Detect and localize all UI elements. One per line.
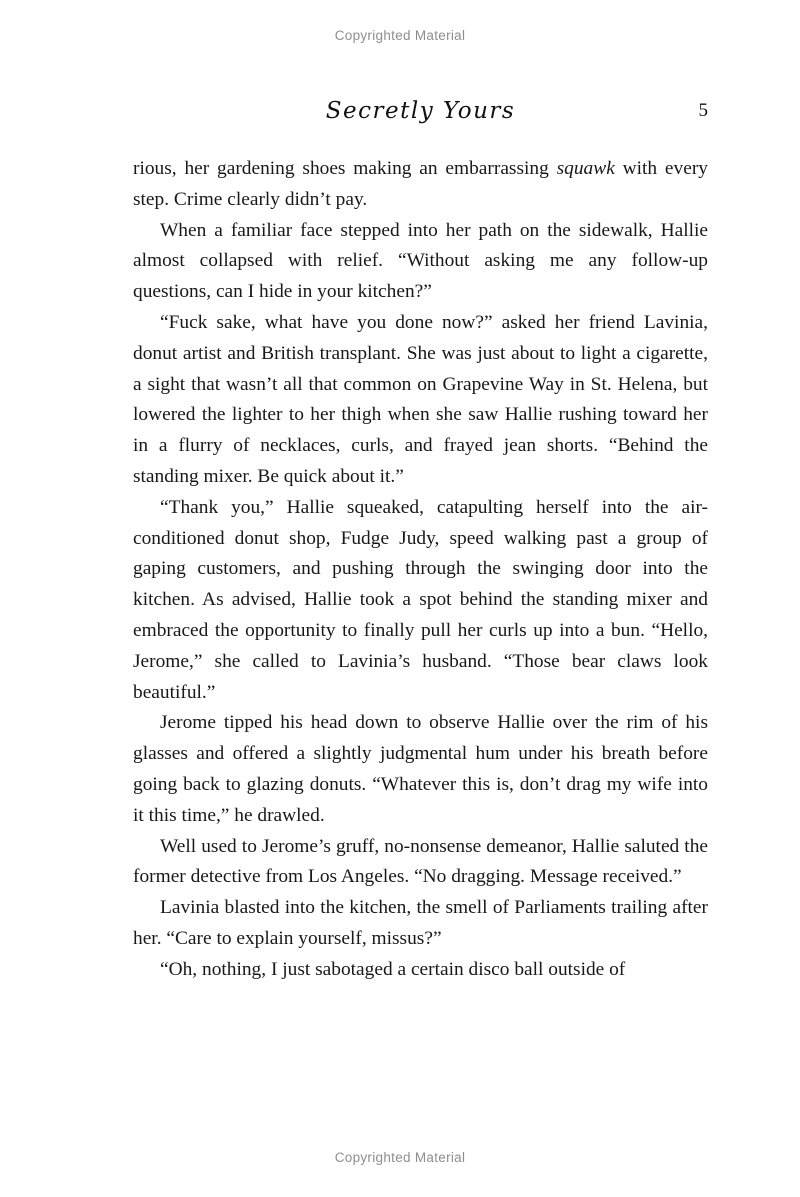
paragraph [133,216,708,308]
paragraph [133,893,708,955]
text-run: “Oh, nothing, I just sabotaged a certain disco ball outside of [160,958,626,980]
text-run: rious, her gardening shoes making an embarrassing [133,158,557,179]
page-number: 5 [698,100,708,121]
text-run: Lavinia blasted into the kitchen, the smell of Parliaments trailing after her. “Care to explain yourself, missus?” [133,897,708,949]
paragraph [133,154,708,216]
text-run: When a familiar face stepped into her path on the sidewalk, Hallie almost collapsed with relief. “Without asking me any follow-up questions, can I hide in your kitchen?” [133,219,708,303]
paragraph [133,832,708,894]
page-content [133,96,708,986]
text-run: Jerome tipped his head down to observe Hallie over the rim of his glasses and offered a slightly judgmental hum under his breath before going back to glazing donuts. “Whatever this is, don’t drag my wife into it this time,” he drawled. [133,712,708,826]
text-run: Well used to Jerome’s gruff, no-nonsense demeanor, Hallie saluted the former detective from Los Angeles. “No dragging. Message received.” [133,835,708,888]
paragraph [133,308,708,493]
running-header [133,96,708,140]
body-text [133,154,708,986]
paragraph [133,493,708,709]
paragraph [133,955,708,986]
text-run: “Fuck sake, what have you done now?” asked her friend Lavinia, donut artist and British transplant. She was just about to light a cigarette, a sight that wasn’t all that common on Grapevine Way in St. Helena, but lowered the lighter to her thigh when she saw Hallie rushing toward her in a flurry of necklaces, curls, and frayed jean shorts. “Behind the standing mixer. Be quick about it.” [133,311,708,487]
copyright-notice-top: Copyrighted Material [334,28,466,43]
book-title: Secretly Yours [325,98,516,124]
copyright-notice-bottom: Copyrighted Material [334,1150,466,1165]
paragraph [133,708,708,831]
italic-text-run: squawk [556,158,615,179]
text-run: “Thank you,” Hallie squeaked, catapulting herself into the air-conditioned donut shop, Fudge Judy, speed walking past a group of gaping customers, and pushing through the swinging door into the kitchen. As advised, Hallie took a spot behind the standing mixer and embraced the opportunity to finally pull her curls up into a bun. “Hello, Jerome,” she called to Lavinia’s husband. “Those bear claws look beautiful.” [133,496,708,703]
text-run: with every step. Crime clearly didn’t pay. [133,158,708,210]
